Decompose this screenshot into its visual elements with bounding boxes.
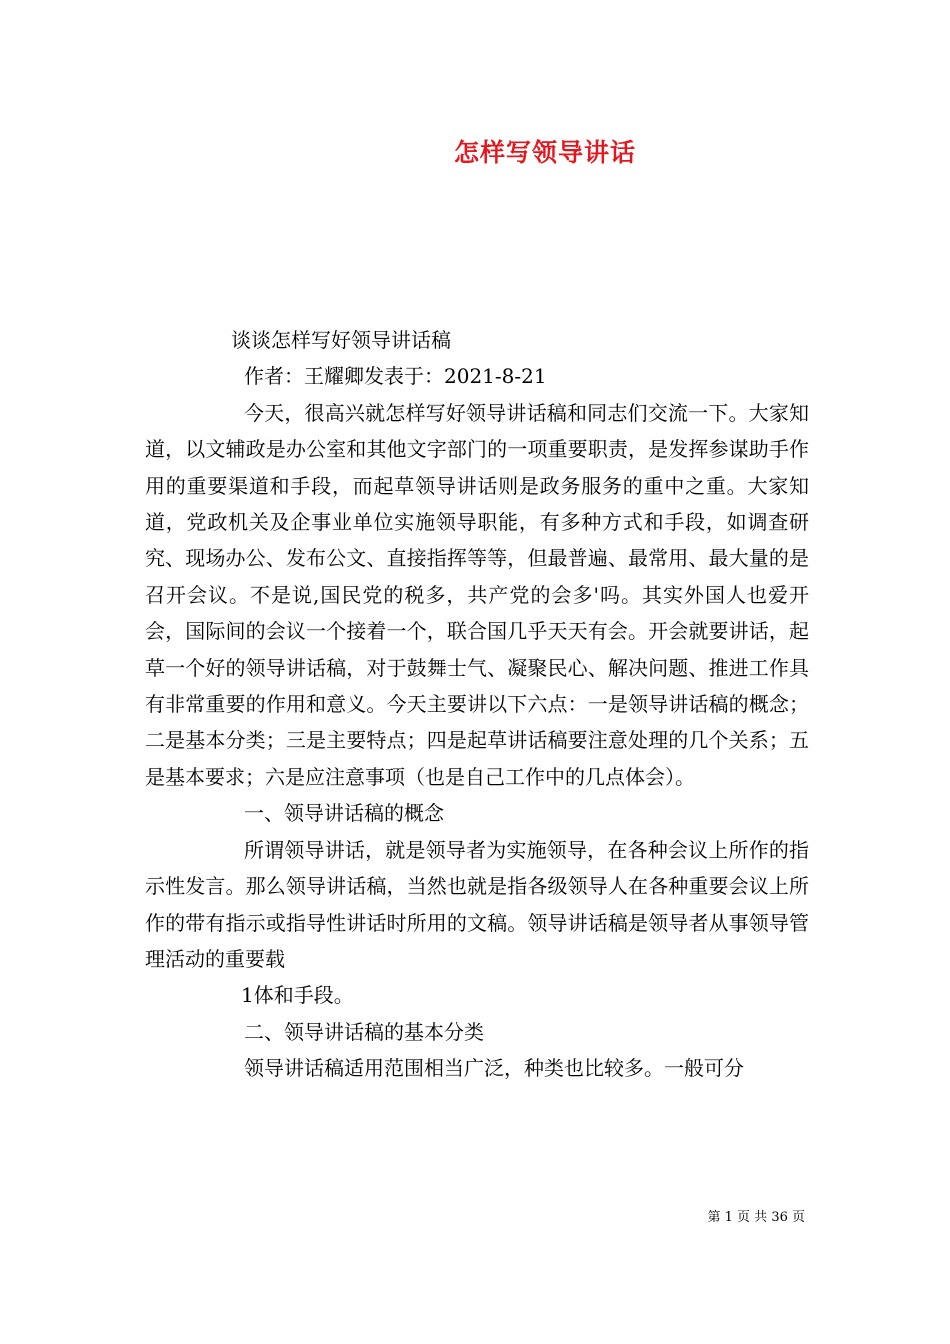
section-heading-1: 一、领导讲话稿的概念 [244, 801, 444, 826]
paragraph-intro: 今天，很高兴就怎样写好领导讲话稿和同志们交流一下。大家知道，以文辅政是办公室和其他文字部门的一项重要职责，是发挥参谋助手作用的重要渠道和手段，而起草领导讲话则是政务服务的重中之重。大家知道，党政机关及企事业单位实施领导职能，有多种方式和手段，如调查研究、现场办公、发布公文、直接指挥等等，但最普遍、最常用、最大量的是召开会议。不是说,国民党的税多，共产党的会多'吗。其实外国人也爱开会，国际间的会议一个接着一个，联合国几乎天天有会。开会就要讲话，起草一个好的领导讲话稿，对于鼓舞士气、凝聚民心、解决问题、推进工作具有非常重要的作用和意义。今天主要讲以下六点：一是领导讲话稿的概念；二是基本分类；三是主要特点；四是起草讲话稿要注意处理的几个关系；五是基本要求；六是应注意事项（也是自己工作中的几点体会）。 [145, 400, 809, 789]
paragraph-section-2: 领导讲话稿适用范围相当广泛，种类也比较多。一般可分 [244, 1056, 744, 1081]
page-number: 第 1 页 共 36 页 [707, 1210, 805, 1225]
document-title: 怎样写领导讲话 [453, 138, 636, 167]
section-heading-2: 二、领导讲话稿的基本分类 [244, 1019, 484, 1044]
paragraph-continuation: 1体和手段。 [241, 983, 354, 1008]
document-body [145, 322, 809, 1087]
document-subtitle: 谈谈怎样写好领导讲话稿 [231, 328, 451, 352]
paragraph-section-1: 所谓领导讲话，就是领导者为实施领导，在各种会议上所作的指示性发言。那么领导讲话稿，当然也就是指各级领导人在各种重要会议上所作的带有指示或指导性讲话时所用的文稿。领导讲话稿是领导者从事领导管理活动的重要载 [145, 837, 809, 971]
document-byline: 作者：王耀卿发表于：2021-8-21 [244, 364, 547, 389]
